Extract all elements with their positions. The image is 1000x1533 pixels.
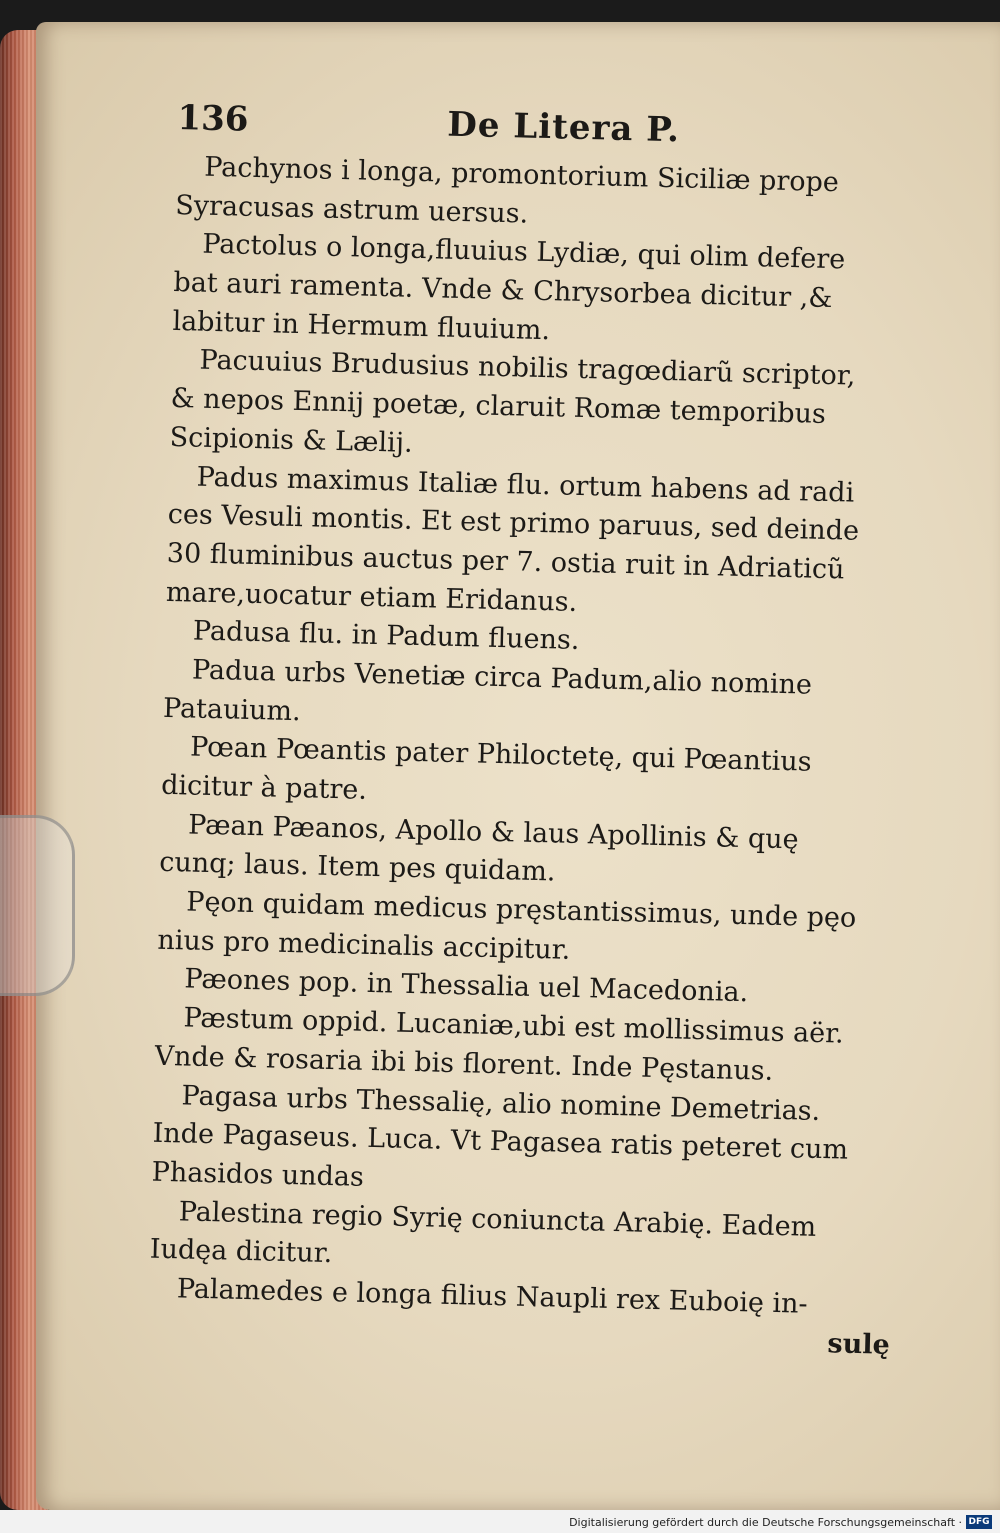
entry-continuation-line: Scipionis & Lælij. bbox=[169, 421, 414, 459]
entry-headword-line: Padusa flu. in Padum fluens. bbox=[192, 615, 580, 657]
entry-continuation-line: dicitur à patre. bbox=[160, 769, 368, 806]
catchword: sulę bbox=[827, 1327, 891, 1361]
dictionary-entries bbox=[148, 148, 936, 1327]
dfg-logo: DFG bbox=[966, 1515, 992, 1529]
dictionary-entry bbox=[151, 1076, 914, 1211]
entry-headword-line: Palestina regio Syrię coniuncta Arabię. Eadem bbox=[178, 1195, 817, 1243]
page-text bbox=[147, 98, 937, 1366]
entry-headword-line: Pæan Pæanos, Apollo & laus Apollinis & quę bbox=[187, 809, 799, 856]
page-number: 136 bbox=[177, 98, 249, 140]
entry-headword-line: Pœan Pœantis pater Philoctetę, qui Pœantius bbox=[189, 731, 812, 778]
entry-continuation-line: mare,uocatur etiam Eridanus. bbox=[165, 576, 578, 618]
entry-continuation-line: Patauium. bbox=[162, 692, 302, 727]
entry-headword-line: Pæstum oppid. Lucaniæ,ubi est mollissimus aër. bbox=[183, 1002, 845, 1050]
entry-continuation-line: Syracusas astrum uersus. bbox=[175, 189, 529, 230]
entry-headword-line: Padus maximus Italiæ flu. ortum habens ad radi bbox=[196, 461, 855, 509]
dictionary-entry bbox=[169, 341, 932, 476]
entry-continuation-line: nius pro medicinalis accipitur. bbox=[157, 924, 571, 966]
entry-headword-line: Pagasa urbs Thessalię, alio nomine Demetrias. bbox=[181, 1079, 821, 1127]
entry-headword-line: Pæones pop. in Thessalia uel Macedonia. bbox=[184, 963, 749, 1009]
dictionary-entry bbox=[172, 225, 935, 360]
entry-continuation-line: ces Vesuli montis. Et est primo paruus, sed deinde bbox=[167, 499, 860, 547]
entry-continuation-line: Iudęa dicitur. bbox=[149, 1233, 333, 1270]
dictionary-entry bbox=[165, 457, 929, 630]
entry-continuation-line: cunq; laus. Item pes quidam. bbox=[158, 847, 556, 888]
entry-headword-line: Padua urbs Venetiæ circa Padum,alio nomine bbox=[191, 654, 813, 701]
footer-credit: Digitalisierung gefördert durch die Deutsche Forschungsgemeinschaft · bbox=[569, 1516, 962, 1529]
entry-continuation-line: 30 fluminibus auctus per 7. ostia ruit in Adriaticũ bbox=[166, 537, 845, 586]
entry-continuation-line: & nepos Ennij poetæ, claruit Romæ temporibus bbox=[170, 383, 827, 431]
entry-headword-line: Pactolus o longa,fluuius Lydiæ, qui olim defere bbox=[202, 229, 846, 276]
running-head: De Litera P. bbox=[446, 104, 681, 151]
entry-continuation-line: Phasidos undas bbox=[151, 1156, 365, 1193]
entry-headword-line: Pachynos i longa, promontorium Siciliæ prope bbox=[203, 151, 840, 199]
entry-continuation-line: Vnde & rosaria ibi bis florent. Inde Pęstanus. bbox=[154, 1040, 774, 1087]
entry-headword-line: Pęon quidam medicus pręstantissimus, unde pęo bbox=[185, 886, 857, 934]
page-clip bbox=[0, 815, 75, 996]
entry-headword-line: Palamedes e longa filius Naupli rex Euboię in- bbox=[176, 1273, 809, 1320]
entry-continuation-line: bat auri ramenta. Vnde & Chrysorbea dicitur ,& bbox=[173, 267, 833, 315]
entry-headword-line: Pacuuius Brudusius nobilis tragœdiarũ scriptor, bbox=[199, 345, 856, 393]
entry-continuation-line: labitur in Hermum fluuium. bbox=[172, 305, 551, 346]
entry-continuation-line: Inde Pagaseus. Luca. Vt Pagasea ratis peteret cum bbox=[152, 1117, 849, 1166]
footer-bar bbox=[0, 1510, 1000, 1533]
